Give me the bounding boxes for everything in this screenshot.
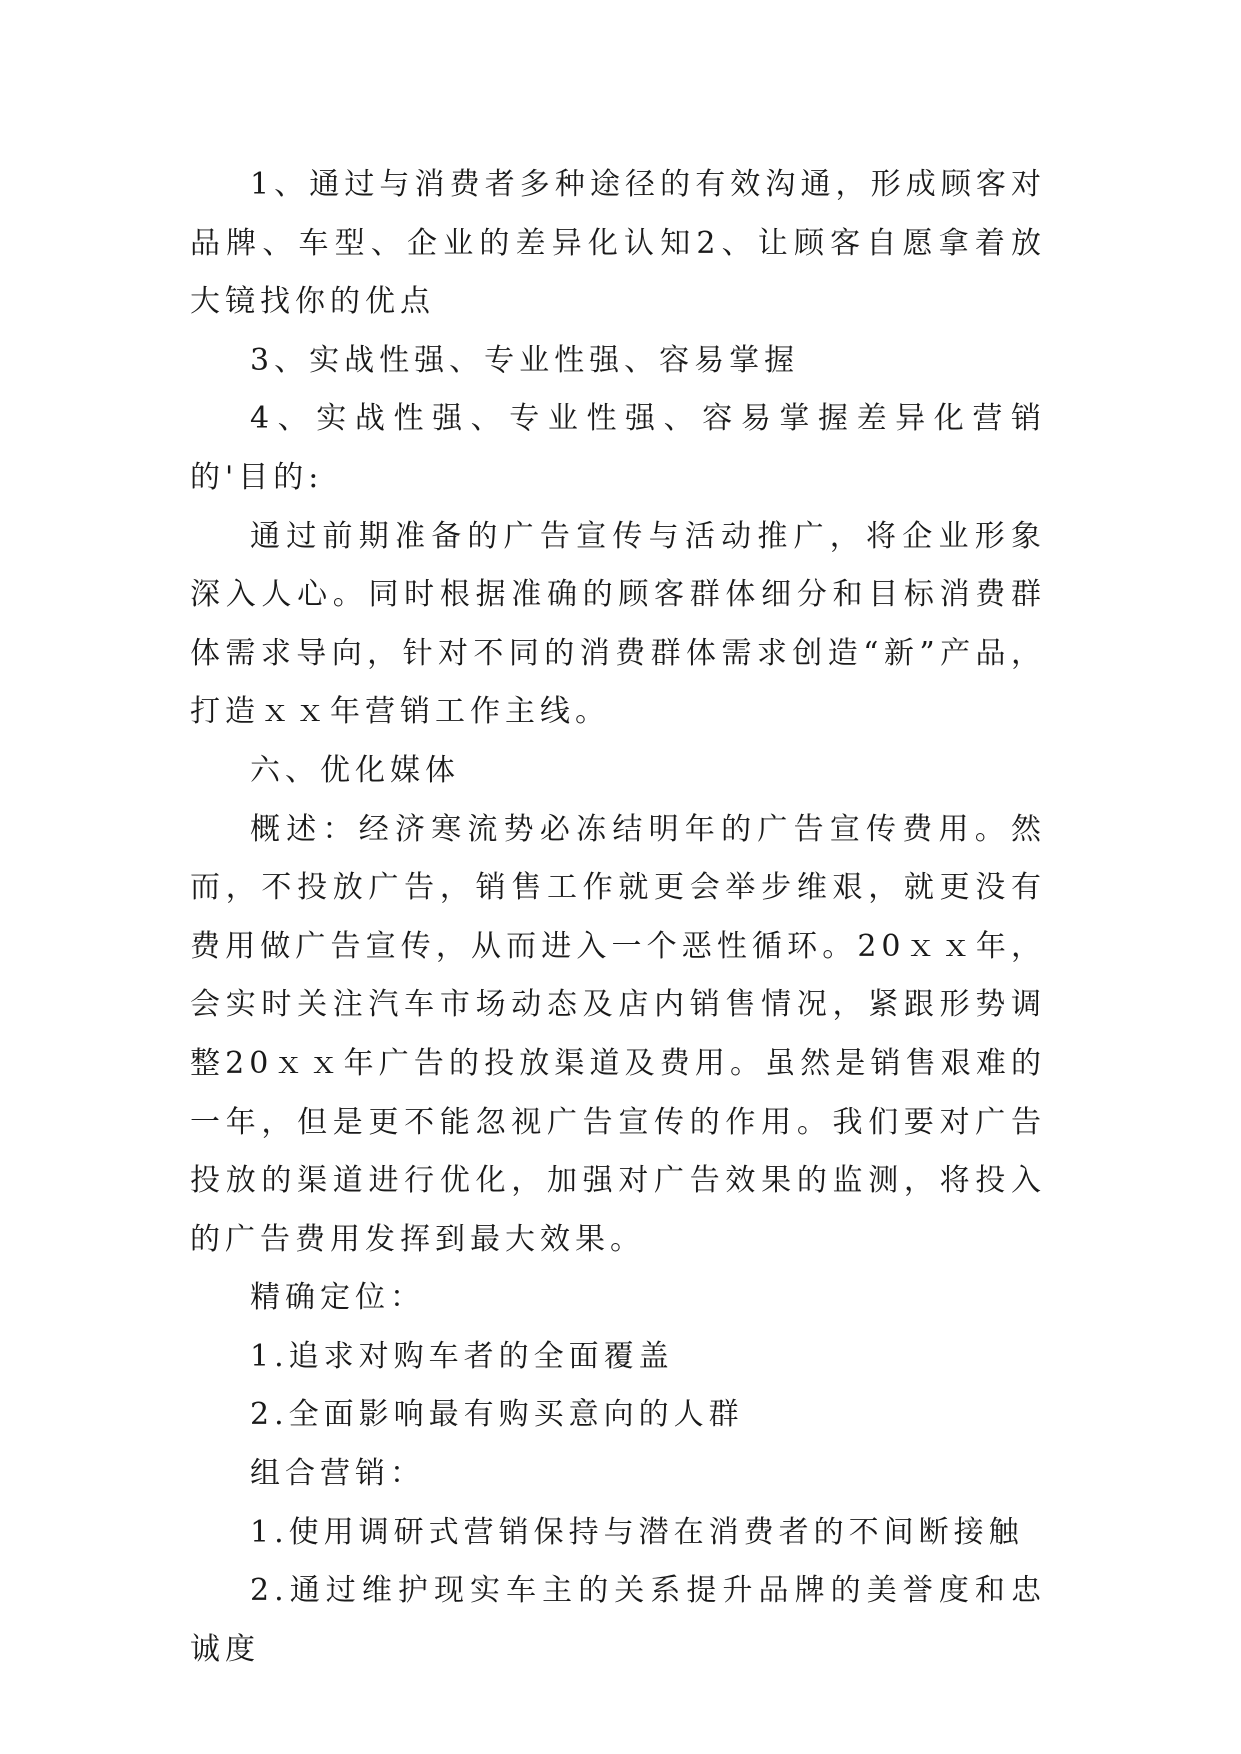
- list-item-positioning-1: 1.追求对购车者的全面覆盖: [250, 1338, 674, 1374]
- list-item-marketing-2: 2.通过维护现实车主的关系提升品牌的美誉度和忠诚度: [190, 1573, 1046, 1667]
- document-body: [190, 156, 1046, 1679]
- paragraph-goal-1-2: 1、通过与消费者多种途径的有效沟通，形成顾客对品牌、车型、企业的差异化认知2、让顾客自愿拿着放大镜找你的优点: [190, 167, 1046, 320]
- paragraph-goal-4: 4、实战性强、专业性强、容易掌握差异化营销的'目的:: [190, 401, 1046, 495]
- subheading-combined-marketing: 组合营销：: [250, 1456, 425, 1492]
- list-item-marketing-1: 1.使用调研式营销保持与潜在消费者的不间断接触: [250, 1514, 1024, 1550]
- paragraph-promotion: 通过前期准备的广告宣传与活动推广，将企业形象深入人心。同时根据准确的顾客群体细分和目标消费群体需求导向，针对不同的消费群体需求创造“新”产品，打造ｘｘ年营销工作主线。: [190, 518, 1046, 730]
- paragraph-goal-3: 3、实战性强、专业性强、容易掌握: [250, 342, 800, 378]
- list-item-positioning-2: 2.全面影响最有购买意向的人群: [250, 1397, 744, 1433]
- paragraph-overview: 概述：经济寒流势必冻结明年的广告宣传费用。然而，不投放广告，销售工作就更会举步维艰，就更没有费用做广告宣传，从而进入一个恶性循环。20ｘｘ年，会实时关注汽车市场动态及店内销售情况，紧跟形势调整20ｘｘ年广告的投放渠道及费用。虽然是销售艰难的一年，但是更不能忽视广告宣传的作用。我们要对广告投放的渠道进行优化，加强对广告效果的监测，将投入的广告费用发挥到最大效果。: [190, 811, 1046, 1257]
- section-heading-optimize-media: 六、优化媒体: [250, 752, 460, 788]
- subheading-precise-positioning: 精确定位：: [250, 1280, 425, 1316]
